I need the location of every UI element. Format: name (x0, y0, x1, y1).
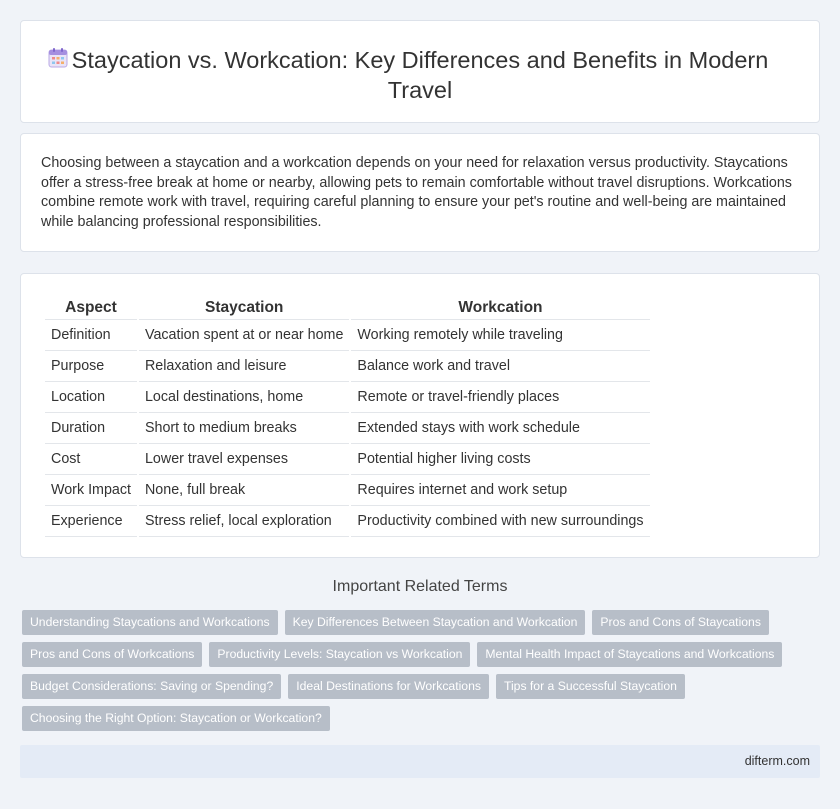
site-link[interactable]: difterm.com (744, 754, 810, 768)
related-term-tag[interactable]: Understanding Staycations and Workcations (22, 610, 278, 635)
related-term-tag[interactable]: Tips for a Successful Staycation (496, 674, 685, 699)
related-terms-heading: Important Related Terms (332, 578, 508, 595)
table-row (45, 351, 650, 382)
table-cell: Extended stays with work schedule (351, 413, 649, 444)
related-term-tag[interactable]: Mental Health Impact of Staycations and Workcations (477, 642, 782, 667)
table-cell: Location (45, 382, 137, 413)
table-row (45, 475, 650, 506)
table-header-row (45, 294, 650, 320)
related-term-tag[interactable]: Key Differences Between Staycation and Workcation (285, 610, 586, 635)
table-cell: Lower travel expenses (139, 444, 349, 475)
column-header-aspect: Aspect (45, 294, 137, 320)
table-cell: None, full break (139, 475, 349, 506)
table-cell: Short to medium breaks (139, 413, 349, 444)
page-title: Staycation vs. Workcation: Key Differences and Benefits in Modern Travel (71, 47, 769, 103)
table-cell: Balance work and travel (351, 351, 649, 382)
related-term-tag[interactable]: Budget Considerations: Saving or Spending? (22, 674, 281, 699)
table-cell: Work Impact (45, 475, 137, 506)
related-terms-list (22, 610, 818, 738)
table-cell: Stress relief, local exploration (139, 506, 349, 537)
tag-row (22, 642, 818, 674)
footer (20, 745, 820, 778)
tag-row (22, 610, 818, 642)
related-term-tag[interactable]: Pros and Cons of Workcations (22, 642, 202, 667)
table-cell: Definition (45, 320, 137, 351)
header-card (20, 20, 820, 123)
tag-row (22, 674, 818, 706)
table-cell: Relaxation and leisure (139, 351, 349, 382)
tag-row (22, 706, 818, 738)
related-term-tag[interactable]: Productivity Levels: Staycation vs Workcation (209, 642, 470, 667)
table-cell: Remote or travel-friendly places (351, 382, 649, 413)
comparison-card (20, 273, 820, 558)
table-cell: Cost (45, 444, 137, 475)
related-term-tag[interactable]: Pros and Cons of Staycations (592, 610, 769, 635)
table-cell: Duration (45, 413, 137, 444)
related-term-tag[interactable]: Choosing the Right Option: Staycation or Workcation? (22, 706, 330, 731)
intro-paragraph: Choosing between a staycation and a workcation depends on your need for relaxation versus productivity. Staycations offer a stress-free break at home or nearby, allowing pets to remain comfortable without travel disruptions. Workcations combine remote work with travel, requiring careful planning to ensure your pet's routine and well-being are maintained while balancing professional responsibilities. (41, 155, 792, 230)
column-header-staycation: Staycation (139, 294, 349, 320)
related-term-tag[interactable]: Ideal Destinations for Workcations (288, 674, 489, 699)
table-row (45, 444, 650, 475)
table-row (45, 382, 650, 413)
table-cell: Experience (45, 506, 137, 537)
table-cell: Local destinations, home (139, 382, 349, 413)
table-cell: Productivity combined with new surroundings (351, 506, 649, 537)
table-row (45, 413, 650, 444)
table-cell: Potential higher living costs (351, 444, 649, 475)
table-row (45, 320, 650, 351)
table-cell: Purpose (45, 351, 137, 382)
table-cell: Vacation spent at or near home (139, 320, 349, 351)
comparison-table (43, 294, 652, 537)
table-cell: Requires internet and work setup (351, 475, 649, 506)
table-cell: Working remotely while traveling (351, 320, 649, 351)
table-row (45, 506, 650, 537)
intro-card (20, 133, 820, 252)
column-header-workcation: Workcation (351, 294, 649, 320)
